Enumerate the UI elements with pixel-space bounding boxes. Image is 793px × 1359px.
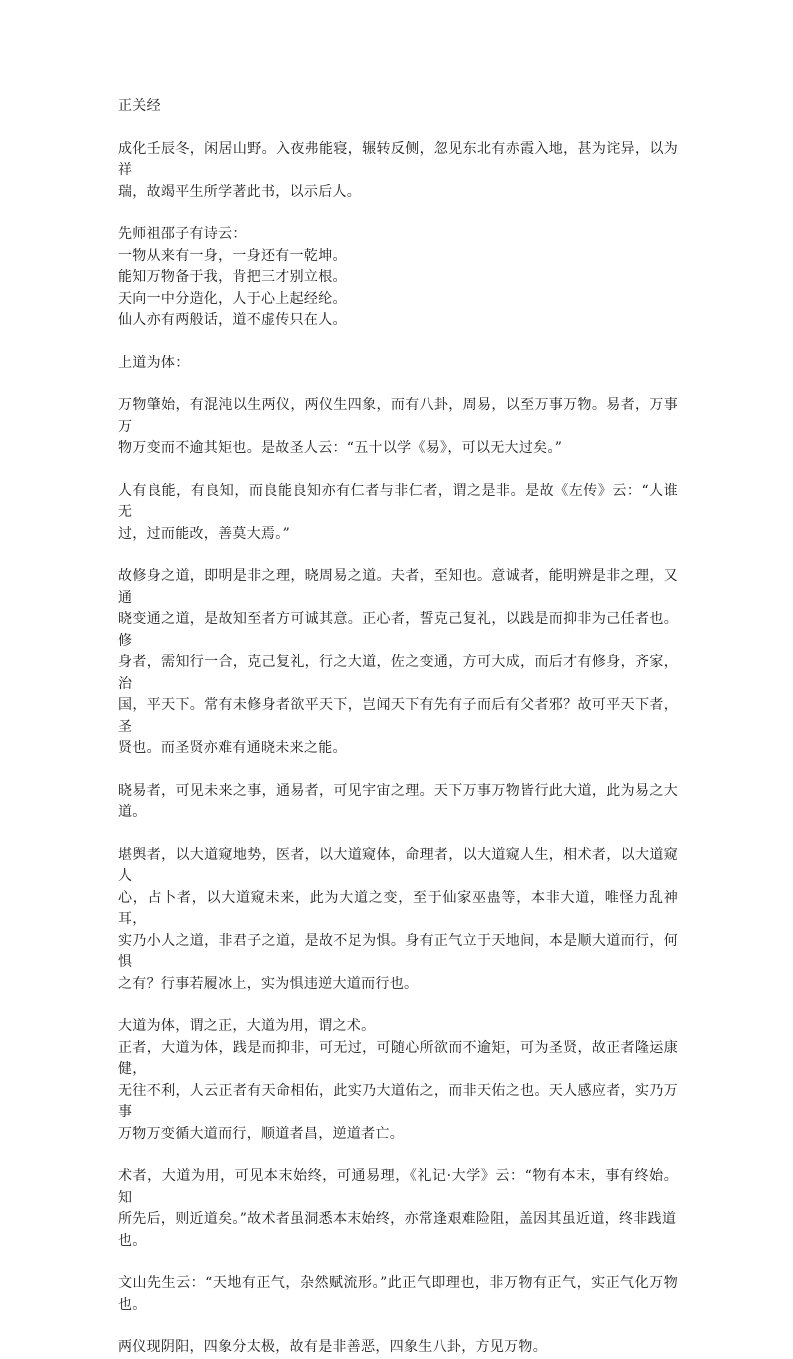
paragraph-line: 天向一中分造化，人于心上起经纶。 [118,290,347,307]
paragraph [118,139,678,204]
paragraph-line: 万物肇始，有混沌以生两仪，两仪生四象，而有八卦，周易，以至万事万物。易者，万事万 [118,397,678,435]
paragraph-line: 文山先生云：“天地有正气，杂然赋流形。”此正气即理也，非万物有正气，实正气化万物也。 [118,1275,678,1313]
paragraph-line: 心，占卜者，以大道窥未来，此为大道之变，至于仙家巫蛊等，本非大道，唯怪力乱神耳， [118,889,678,927]
paragraph-line: 术者，大道为用，可见本末始终，可通易理，《礼记·大学》云：“物有本末，事有终始。知 [118,1168,678,1206]
paragraph-line: 成化壬辰冬，闲居山野。入夜弗能寝，辗转反侧，忽见东北有赤霞入地，甚为诧异，以为祥 [118,140,678,178]
paragraph-line: 一物从来有一身，一身还有一乾坤。 [118,247,347,264]
document-title: 正关经 [118,98,161,114]
paragraph [118,1016,678,1145]
paragraph-line: 晓变通之道，是故知至者方可诚其意。正心者，誓克己复礼，以践是而抑非为己任者也。修 [118,611,678,649]
paragraph-line: 故修身之道，即明是非之理，晓周易之道。夫者，至知也。意诚者，能明辨是非之理，又通 [118,568,678,606]
paragraph-line: 瑞，故竭平生所学著此书，以示后人。 [118,183,362,200]
paragraph [118,1166,678,1252]
paragraph-line: 能知万物备于我，肯把三才别立根。 [118,269,347,285]
paragraph-line: 万物万变循大道而行，顺道者昌，逆道者亡。 [118,1125,404,1142]
paragraph-line: 正者，大道为体，践是而抑非，可无过，可随心所欲而不逾矩，可为圣贤，故正者隆运康健， [118,1039,678,1077]
paragraph-line: 人有良能，有良知，而良能良知亦有仁者与非仁者，谓之是非。是故《左传》云：“人谁无 [118,482,678,520]
paragraph-line: 国，平天下。常有未修身者欲平天下，岂闻天下有先有子而后有父者邪？故可平天下者，圣 [118,697,678,735]
paragraph [118,845,678,996]
paragraph-line: 仙人亦有两般话，道不虚传只在人。 [118,312,347,328]
paragraph-line: 身者，需知行一合，克己复礼，行之大道，佐之变通，方可大成，而后才有修身，齐家，治 [118,654,678,692]
paragraph-line: 物万变而不逾其矩也。是故圣人云：“五十以学《易》，可以无大过矣。” [118,440,563,456]
paragraph-line: 上道为体： [118,354,190,371]
paragraph-line: 先师祖邵子有诗云： [118,226,247,242]
paragraph [118,781,678,824]
paragraph-line: 贤也。而圣贤亦难有通晓未来之能。 [118,740,347,756]
paragraph-line: 过，过而能改，善莫大焉。” [118,525,291,542]
paragraph [118,481,678,546]
paragraph [118,1337,678,1359]
paragraph [118,353,678,375]
document-page [118,96,678,1359]
paragraph [118,224,678,332]
paragraph-line: 堪舆者，以大道窥地势，医者，以大道窥体，命理者，以大道窥人生，相术者，以大道窥人 [118,846,678,884]
paragraph [118,395,678,460]
paragraph-line: 之有？行事若履冰上，实为惧违逆大道而行也。 [118,975,419,992]
paragraph-line: 所先后，则近道矣。”故术者虽洞悉本末始终，亦常逢艰难险阻，盖因其虽近道，终非践道 [118,1211,677,1227]
document-body [118,139,678,1359]
paragraph-line: 也。 [118,1232,147,1249]
paragraph [118,566,678,760]
paragraph-line: 实乃小人之道，非君子之道，是故不足为惧。身有正气立于天地间，本是顺大道而行，何惧 [118,932,678,970]
paragraph [118,1273,678,1316]
paragraph-line: 大道为体，谓之正，大道为用，谓之术。 [118,1018,376,1034]
paragraph-line: 无往不利，人云正者有天命相佑，此实乃大道佑之，而非天佑之也。天人感应者，实乃万事 [118,1082,678,1120]
paragraph-line: 两仪现阴阳，四象分太极，故有是非善恶，四象生八卦，方见万物。 [118,1339,547,1355]
paragraph-line: 晓易者，可见未来之事，通易者，可见宇宙之理。天下万事万物皆行此大道，此为易之大道。 [118,782,678,820]
